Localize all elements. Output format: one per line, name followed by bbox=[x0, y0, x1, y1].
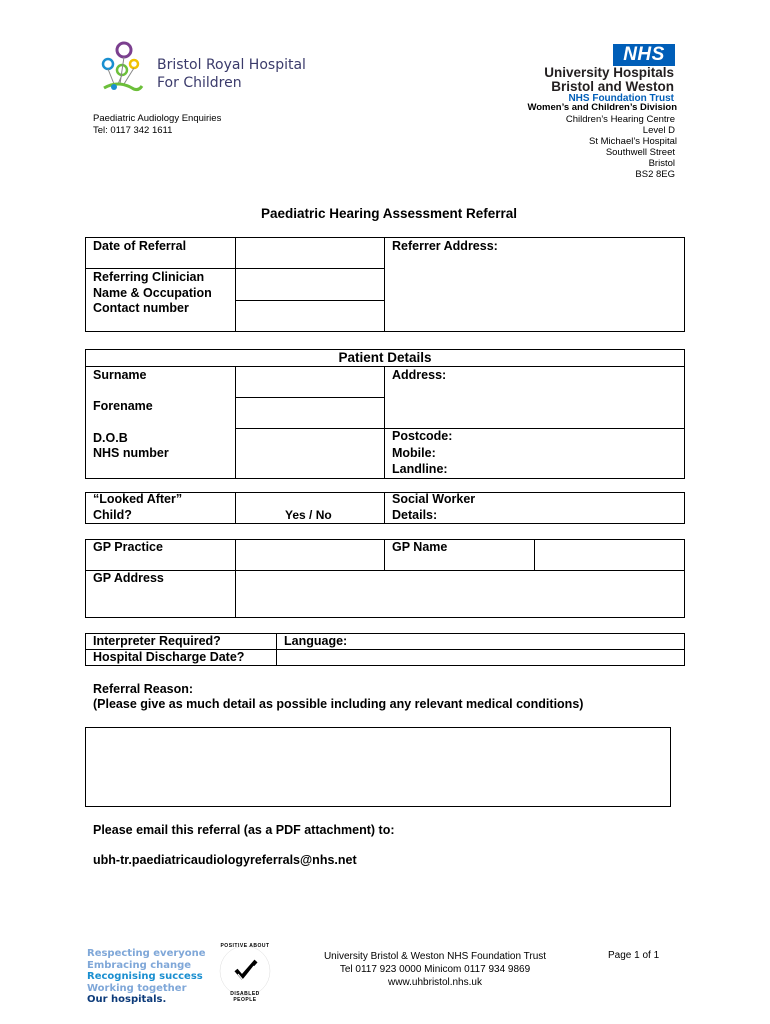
contact-number-input[interactable] bbox=[235, 300, 385, 332]
email-instruction: Please email this referral (as a PDF attachment) to: bbox=[93, 823, 395, 837]
gp-address-input[interactable] bbox=[235, 570, 685, 618]
address-line: Bristol bbox=[648, 158, 675, 169]
referral-reason-label: Referral Reason: bbox=[93, 682, 194, 696]
discharge-label: Hospital Discharge Date? bbox=[93, 650, 245, 664]
mobile-label: Mobile: bbox=[392, 446, 436, 460]
nhs-number-label: NHS number bbox=[93, 446, 169, 460]
value-line: Embracing change bbox=[87, 959, 192, 971]
email-address[interactable]: ubh-tr.paediatricaudiologyreferrals@nhs.net bbox=[93, 853, 357, 867]
address-line: Southwell Street bbox=[605, 147, 675, 158]
footer-trust-name: University Bristol & Weston NHS Foundation Trust bbox=[323, 951, 547, 962]
value-line: Recognising success bbox=[87, 971, 203, 982]
address-line: St Michael’s Hospital bbox=[588, 136, 677, 147]
form-title: Paediatric Hearing Assessment Referral bbox=[260, 206, 518, 221]
disability-tick-icon bbox=[218, 944, 272, 998]
value-line: Our hospitals. bbox=[87, 994, 167, 1005]
language-label: Language: bbox=[284, 634, 348, 648]
referrer-address-label: Referrer Address: bbox=[392, 239, 498, 253]
dob-label: D.O.B bbox=[93, 431, 128, 445]
looked-after-label-2: Child? bbox=[93, 508, 132, 522]
discharge-date-input[interactable] bbox=[276, 649, 685, 666]
address-line: BS2 8EG bbox=[635, 169, 675, 180]
footer-website[interactable]: www.uhbristol.nhs.uk bbox=[388, 977, 482, 988]
looked-after-label-1: “Looked After” bbox=[93, 492, 183, 506]
address-label: Address: bbox=[392, 368, 447, 382]
interpreter-label: Interpreter Required? bbox=[93, 634, 221, 648]
postcode-label: Postcode: bbox=[392, 429, 453, 443]
page-number: Page 1 of 1 bbox=[608, 950, 660, 961]
address-line: Level D bbox=[642, 125, 675, 136]
trust-name-line1: University Hospitals bbox=[544, 65, 674, 80]
balloons-logo-icon bbox=[98, 40, 154, 98]
hospital-name-line1: Bristol Royal Hospital bbox=[157, 57, 306, 73]
surname-label: Surname bbox=[93, 368, 147, 382]
contact-number-label: Contact number bbox=[93, 301, 189, 315]
gp-practice-input[interactable] bbox=[235, 539, 385, 571]
referral-reason-textarea[interactable] bbox=[85, 727, 671, 807]
badge-text-bottom: DISABLED PEOPLE bbox=[230, 991, 260, 1003]
division: Women’s and Children’s Division bbox=[527, 102, 677, 113]
forename-label: Forename bbox=[93, 399, 153, 413]
gp-address-label: GP Address bbox=[93, 571, 164, 585]
social-worker-label-1: Social Worker bbox=[392, 492, 476, 506]
trust-name-line3: NHS Foundation Trust bbox=[568, 93, 674, 104]
enquiries-line: Paediatric Audiology Enquiries bbox=[93, 113, 222, 124]
clinician-name-input[interactable] bbox=[235, 268, 385, 301]
date-of-referral-label: Date of Referral bbox=[93, 239, 187, 253]
gp-name-label: GP Name bbox=[392, 540, 448, 554]
date-of-referral-input[interactable] bbox=[235, 237, 385, 269]
forename-input[interactable] bbox=[235, 397, 385, 429]
trust-name-line2: Bristol and Weston bbox=[551, 79, 674, 94]
clinician-label-1: Referring Clinician bbox=[93, 270, 205, 284]
footer-phone: Tel 0117 923 0000 Minicom 0117 934 9869 bbox=[339, 964, 531, 975]
gp-name-input[interactable] bbox=[534, 539, 685, 571]
patient-details-heading: Patient Details bbox=[338, 350, 432, 365]
disability-badge bbox=[218, 943, 272, 1003]
yes-no-options[interactable]: Yes / No bbox=[285, 508, 332, 522]
badge-text-top: POSITIVE ABOUT bbox=[220, 943, 270, 949]
hospital-name-line2: For Children bbox=[157, 75, 242, 91]
gp-practice-label: GP Practice bbox=[93, 540, 163, 554]
bristol-childrens-logo bbox=[98, 40, 308, 100]
address-line: Children’s Hearing Centre bbox=[565, 114, 675, 125]
values-logo bbox=[87, 948, 206, 1006]
enquiries-tel: Tel: 0117 342 1611 bbox=[93, 125, 173, 136]
landline-label: Landline: bbox=[392, 462, 448, 476]
value-line: Working together bbox=[87, 982, 187, 994]
dob-nhs-input[interactable] bbox=[235, 428, 385, 479]
value-line: Respecting everyone bbox=[87, 948, 206, 959]
nhs-logo: NHS bbox=[613, 44, 675, 66]
social-worker-label-2: Details: bbox=[392, 508, 438, 522]
referral-reason-instruction: (Please give as much detail as possible including any relevant medical conditions) bbox=[93, 697, 584, 711]
clinician-label-2: Name & Occupation bbox=[93, 286, 212, 300]
surname-input[interactable] bbox=[235, 366, 385, 398]
